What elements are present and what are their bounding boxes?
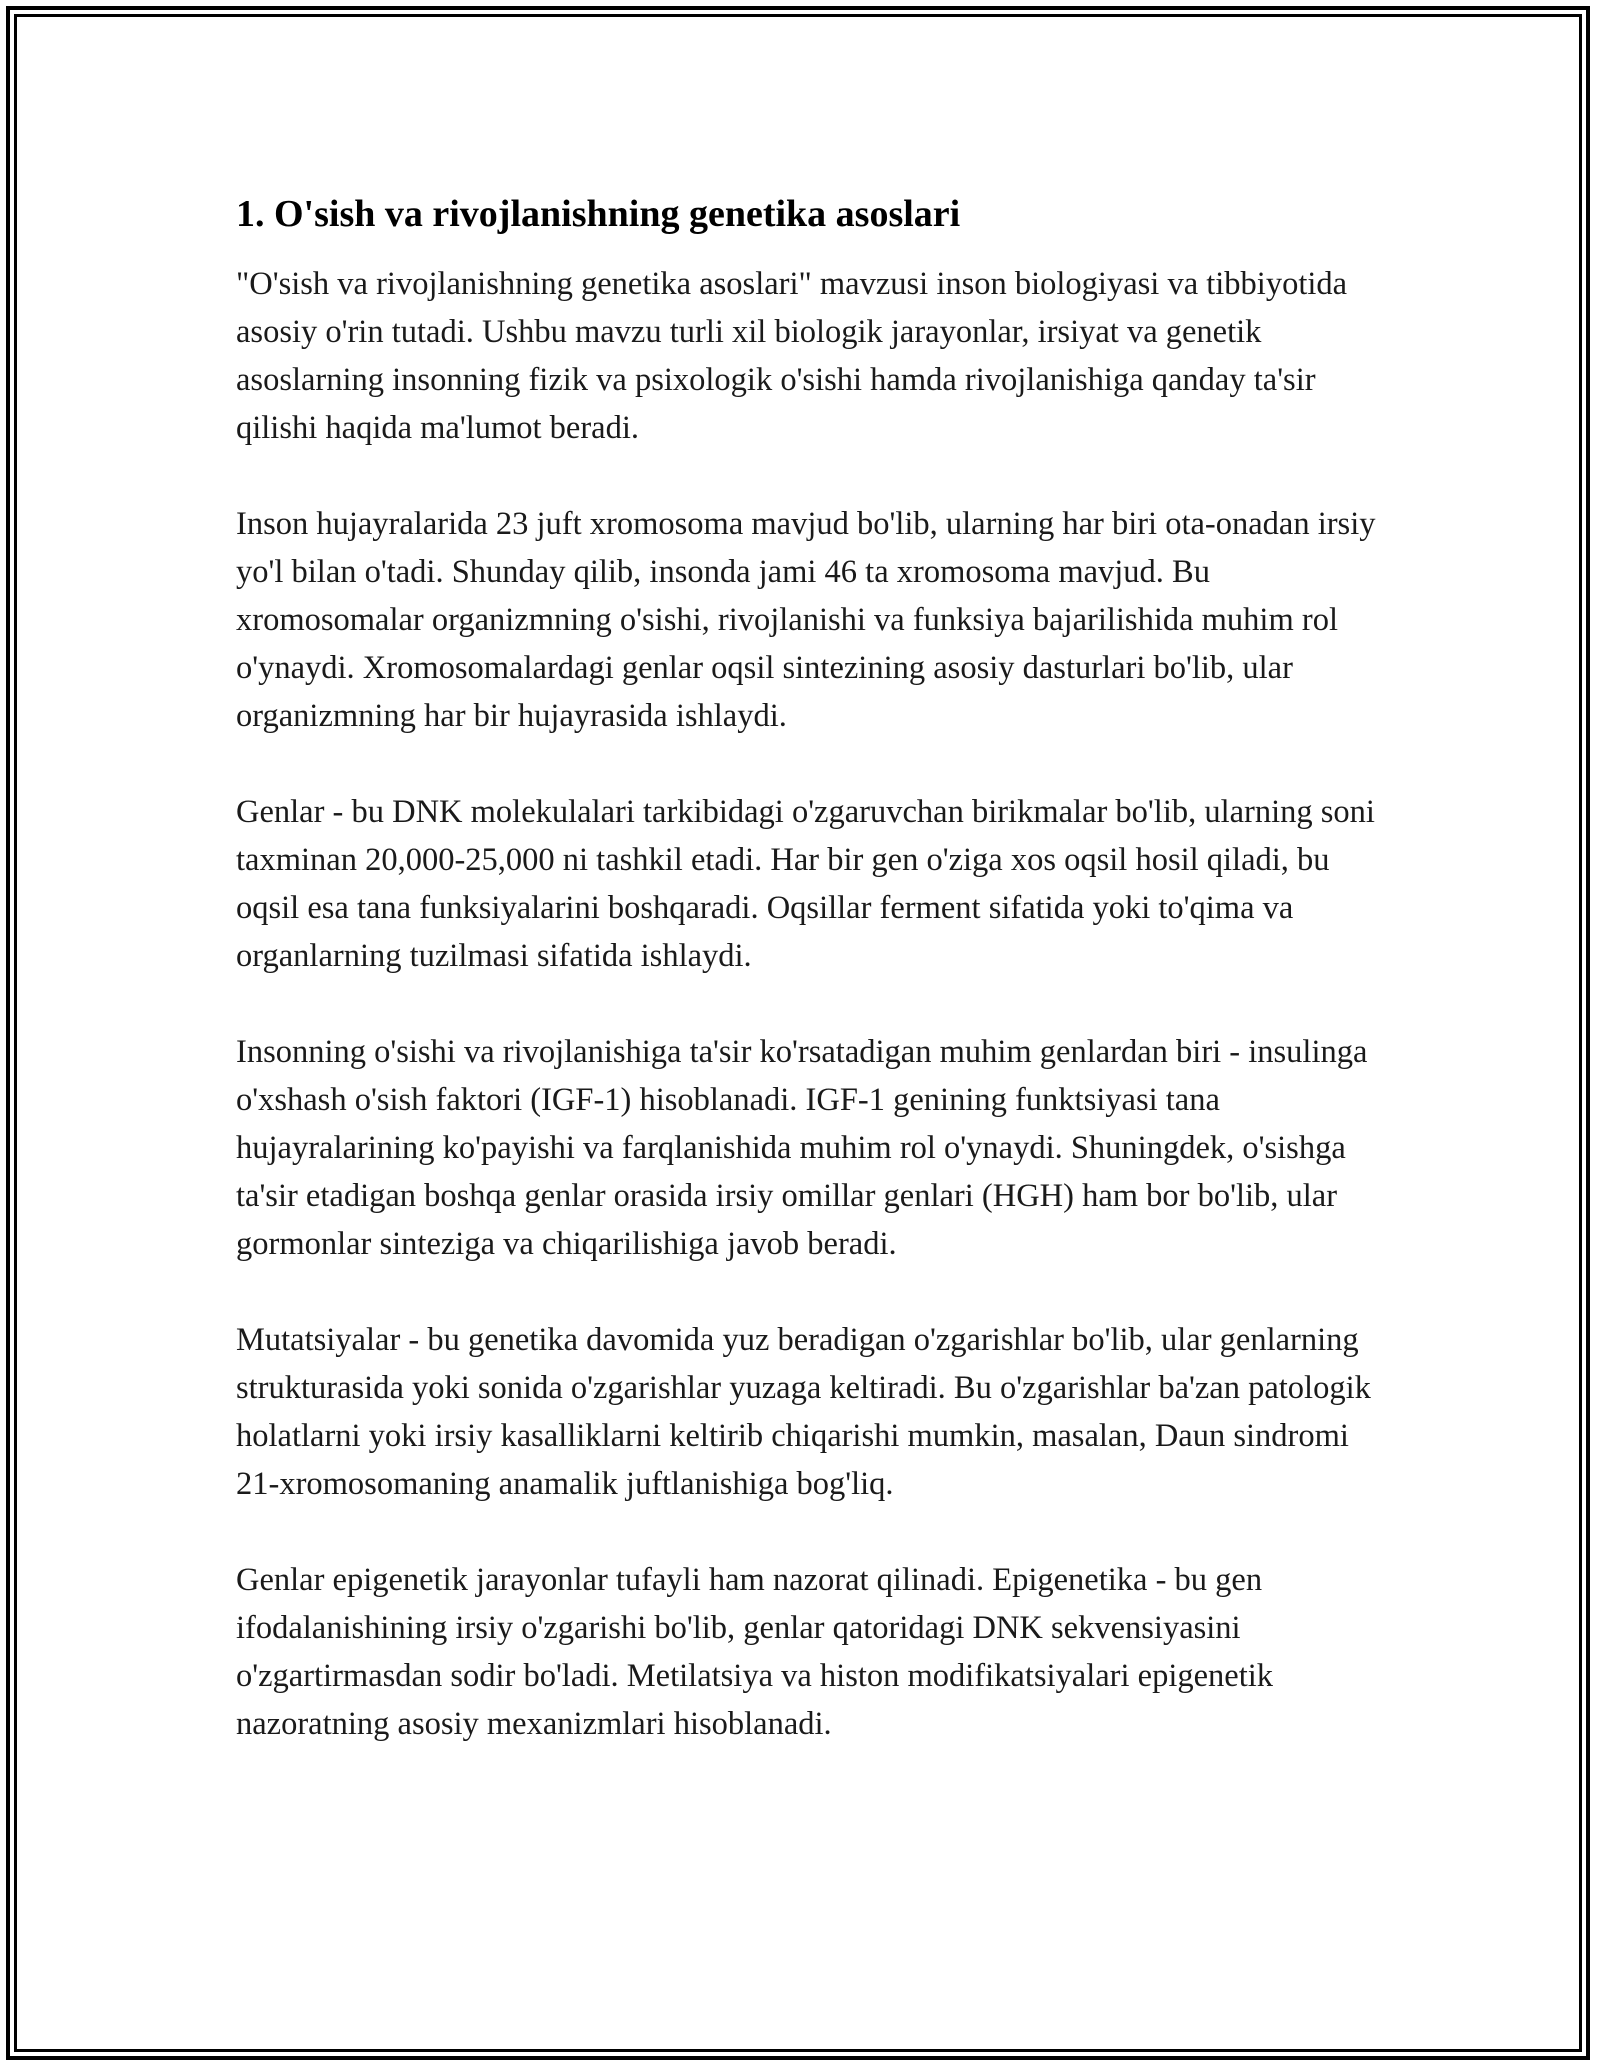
paragraph-growth-genes: Insonning o'sishi va rivojlanishiga ta'sir ko'rsatadigan muhim genlardan biri - insulinga o'xshash o'sish faktori (IGF-1) hisoblanadi. IGF-1 genining funktsiyasi tana hujayralarining ko'payishi va farqlanishida muhim rol o'ynaydi. Shuningdek, o'sishga ta'sir etadigan boshqa genlar orasida irsiy omillar genlari (HGH) ham bor bo'lib, ular gormonlar sinteziga va chiqarilishiga javob beradi. [236,1034,1368,1262]
document-title: 1. O'sish va rivojlanishning genetika asoslari [236,193,961,235]
document-body [236,186,1376,1796]
paragraph-mutations: Mutatsiyalar - bu genetika davomida yuz beradigan o'zgarishlar bo'lib, ular genlarning strukturasida yoki sonida o'zgarishlar yuzaga keltiradi. Bu o'zgarishlar ba'zan patologik holatlarni yoki irsiy kasalliklarni keltirib chiqarishi mumkin, masalan, Daun sindromi 21-xromosomaning anamalik juftlanishiga bog'liq. [236,1322,1371,1502]
paragraph-epigenetics: Genlar epigenetik jarayonlar tufayli ham nazorat qilinadi. Epigenetika - bu gen ifodalanishining irsiy o'zgarishi bo'lib, genlar qatoridagi DNK sekvensiyasini o'zgartirmasdan sodir bo'ladi. Metilatsiya va histon modifikatsiyalari epigenetik nazoratning asosiy mexanizmlari hisoblanadi. [236,1562,1274,1742]
paragraph-intro: "O'sish va rivojlanishning genetika asoslari" mavzusi inson biologiyasi va tibbiyotida asosiy o'rin tutadi. Ushbu mavzu turli xil biologik jarayonlar, irsiyat va genetik asoslarning insonning fizik va psixologik o'sishi hamda rivojlanishiga qanday ta'sir qilishi haqida ma'lumot beradi. [236,266,1348,446]
paragraph-chromosomes: Inson hujayralarida 23 juft xromosoma mavjud bo'lib, ularning har biri ota-onadan irsiy yo'l bilan o'tadi. Shunday qilib, insonda jami 46 ta xromosoma mavjud. Bu xromosomalar organizmning o'sishi, rivojlanishi va funksiya bajarilishida muhim rol o'ynaydi. Xromosomalardagi genlar oqsil sintezining asosiy dasturlari bo'lib, ular organizmning har bir hujayrasida ishlaydi. [236,506,1376,734]
paragraph-genes: Genlar - bu DNK molekulalari tarkibidagi o'zgaruvchan birikmalar bo'lib, ularning soni taxminan 20,000-25,000 ni tashkil etadi. Har bir gen o'ziga xos oqsil hosil qiladi, bu oqsil esa tana funksiyalarini boshqaradi. Oqsillar ferment sifatida yoki to'qima va organlarning tuzilmasi sifatida ishlaydi. [236,794,1375,974]
